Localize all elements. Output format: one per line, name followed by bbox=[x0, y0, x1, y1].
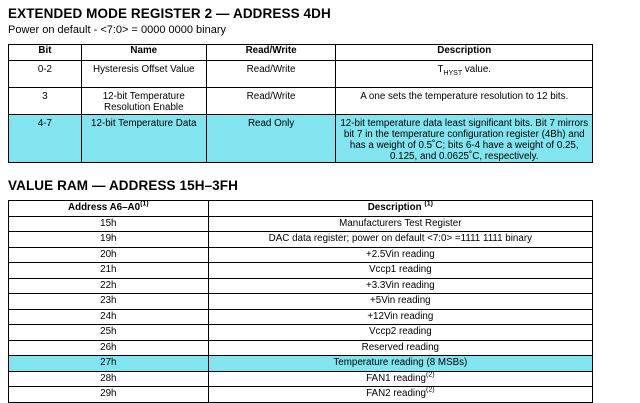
cell-description bbox=[208, 356, 592, 372]
header-description: Description bbox=[336, 45, 593, 61]
table-row bbox=[9, 387, 593, 403]
table-row bbox=[9, 371, 593, 387]
description-text: FAN2 reading bbox=[366, 388, 426, 399]
table-row bbox=[9, 232, 593, 248]
cell-name: 12-bit Temperature Data bbox=[81, 115, 206, 163]
description-text: FAN1 reading bbox=[366, 372, 426, 384]
cell-description bbox=[208, 247, 592, 263]
desc-prefix: T bbox=[437, 64, 444, 75]
cell-description bbox=[208, 340, 592, 356]
header-desc-label: Description bbox=[367, 202, 422, 213]
cell-address: 15h bbox=[9, 216, 209, 232]
cell-address: 19h bbox=[9, 232, 209, 248]
cell-rw: Read Only bbox=[206, 115, 336, 163]
cell-rw: Read/Write bbox=[206, 61, 336, 88]
table-header-row bbox=[9, 201, 593, 217]
value-ram-table bbox=[8, 200, 593, 403]
description-text: DAC data register; power on default <7:0> =1111 1111 binary bbox=[268, 233, 532, 244]
table-row bbox=[9, 309, 593, 325]
header-name: Name bbox=[81, 45, 206, 61]
cell-address: 24h bbox=[9, 309, 209, 325]
table-row bbox=[9, 340, 593, 356]
header-address-label: Address A6–A0 bbox=[68, 202, 141, 213]
footnote-ref: (2) bbox=[426, 386, 435, 394]
cell-address: 27h bbox=[9, 356, 209, 372]
cell-bit: 4-7 bbox=[9, 115, 82, 163]
table-row-highlighted bbox=[9, 356, 593, 372]
cell-description bbox=[208, 387, 592, 403]
table-row bbox=[9, 216, 593, 232]
header-address bbox=[9, 201, 209, 217]
table-row bbox=[9, 61, 593, 88]
cell-address: 25h bbox=[9, 325, 209, 341]
cell-description bbox=[208, 263, 592, 279]
description-text: Reserved reading bbox=[361, 341, 439, 353]
cell-address: 22h bbox=[9, 278, 209, 294]
value-ram-rows bbox=[9, 216, 593, 402]
cell-address: 29h bbox=[9, 387, 209, 403]
desc-suffix: value. bbox=[462, 64, 491, 75]
cell-description bbox=[208, 309, 592, 325]
description-text: Manufacturers Test Register bbox=[339, 217, 462, 229]
table-row bbox=[9, 325, 593, 341]
table-row bbox=[9, 294, 593, 310]
cell-description bbox=[208, 278, 592, 294]
header-bit: Bit bbox=[9, 45, 82, 61]
cell-address: 28h bbox=[9, 371, 209, 387]
cell-address: 26h bbox=[9, 340, 209, 356]
description-text: +3.3Vin reading bbox=[365, 279, 435, 291]
cell-description bbox=[336, 61, 593, 88]
cell-bit: 3 bbox=[9, 88, 82, 115]
cell-rw: Read/Write bbox=[206, 88, 336, 115]
desc-subscript: HYST bbox=[443, 69, 463, 77]
table-row bbox=[9, 278, 593, 294]
cell-address: 20h bbox=[9, 247, 209, 263]
cell-bit: 0-2 bbox=[9, 61, 82, 88]
footnote-ref: (2) bbox=[426, 371, 435, 379]
cell-description bbox=[208, 216, 592, 232]
cell-address: 21h bbox=[9, 263, 209, 279]
extended-mode-register-table bbox=[8, 44, 593, 163]
cell-description bbox=[208, 294, 592, 310]
table-row bbox=[9, 263, 593, 279]
section2-title: VALUE RAM — ADDRESS 15H–3FH bbox=[8, 178, 238, 193]
cell-description bbox=[208, 325, 592, 341]
table-header-row bbox=[9, 45, 593, 61]
header-rw: Read/Write bbox=[206, 45, 336, 61]
description-text: Vccp1 reading bbox=[369, 264, 432, 275]
description-text: Temperature reading (8 MSBs) bbox=[333, 357, 468, 368]
description-text: +2.5Vin reading bbox=[365, 248, 435, 260]
header-description bbox=[208, 201, 592, 217]
description-text: +12Vin reading bbox=[367, 310, 434, 322]
table-row bbox=[9, 88, 593, 115]
section1-title: EXTENDED MODE REGISTER 2 — ADDRESS 4DH bbox=[8, 6, 331, 21]
footnote-ref: (1) bbox=[140, 200, 149, 208]
cell-description bbox=[208, 232, 592, 248]
cell-description: A one sets the temperature resolution to 12 bits. bbox=[336, 88, 593, 115]
cell-name: 12-bit Temperature Resolution Enable bbox=[81, 88, 206, 115]
table-row-highlighted bbox=[9, 115, 593, 163]
cell-description: 12-bit temperature data least significant bits. Bit 7 mirrors bit 7 in the temperature configuration register (4Bh) and has a weight of 0.5˚C; bits 6-4 have a weight of 0.25, 0.125, and 0.0625˚C, respectively. bbox=[336, 115, 593, 163]
footnote-ref: (1) bbox=[424, 200, 433, 208]
table-row bbox=[9, 247, 593, 263]
power-on-default: Power on default - <7:0> = 0000 0000 binary bbox=[8, 24, 227, 36]
cell-description bbox=[208, 371, 592, 387]
description-text: +5Vin reading bbox=[370, 295, 431, 306]
description-text: Vccp2 reading bbox=[369, 326, 432, 337]
cell-name: Hysteresis Offset Value bbox=[81, 61, 206, 88]
cell-address: 23h bbox=[9, 294, 209, 310]
